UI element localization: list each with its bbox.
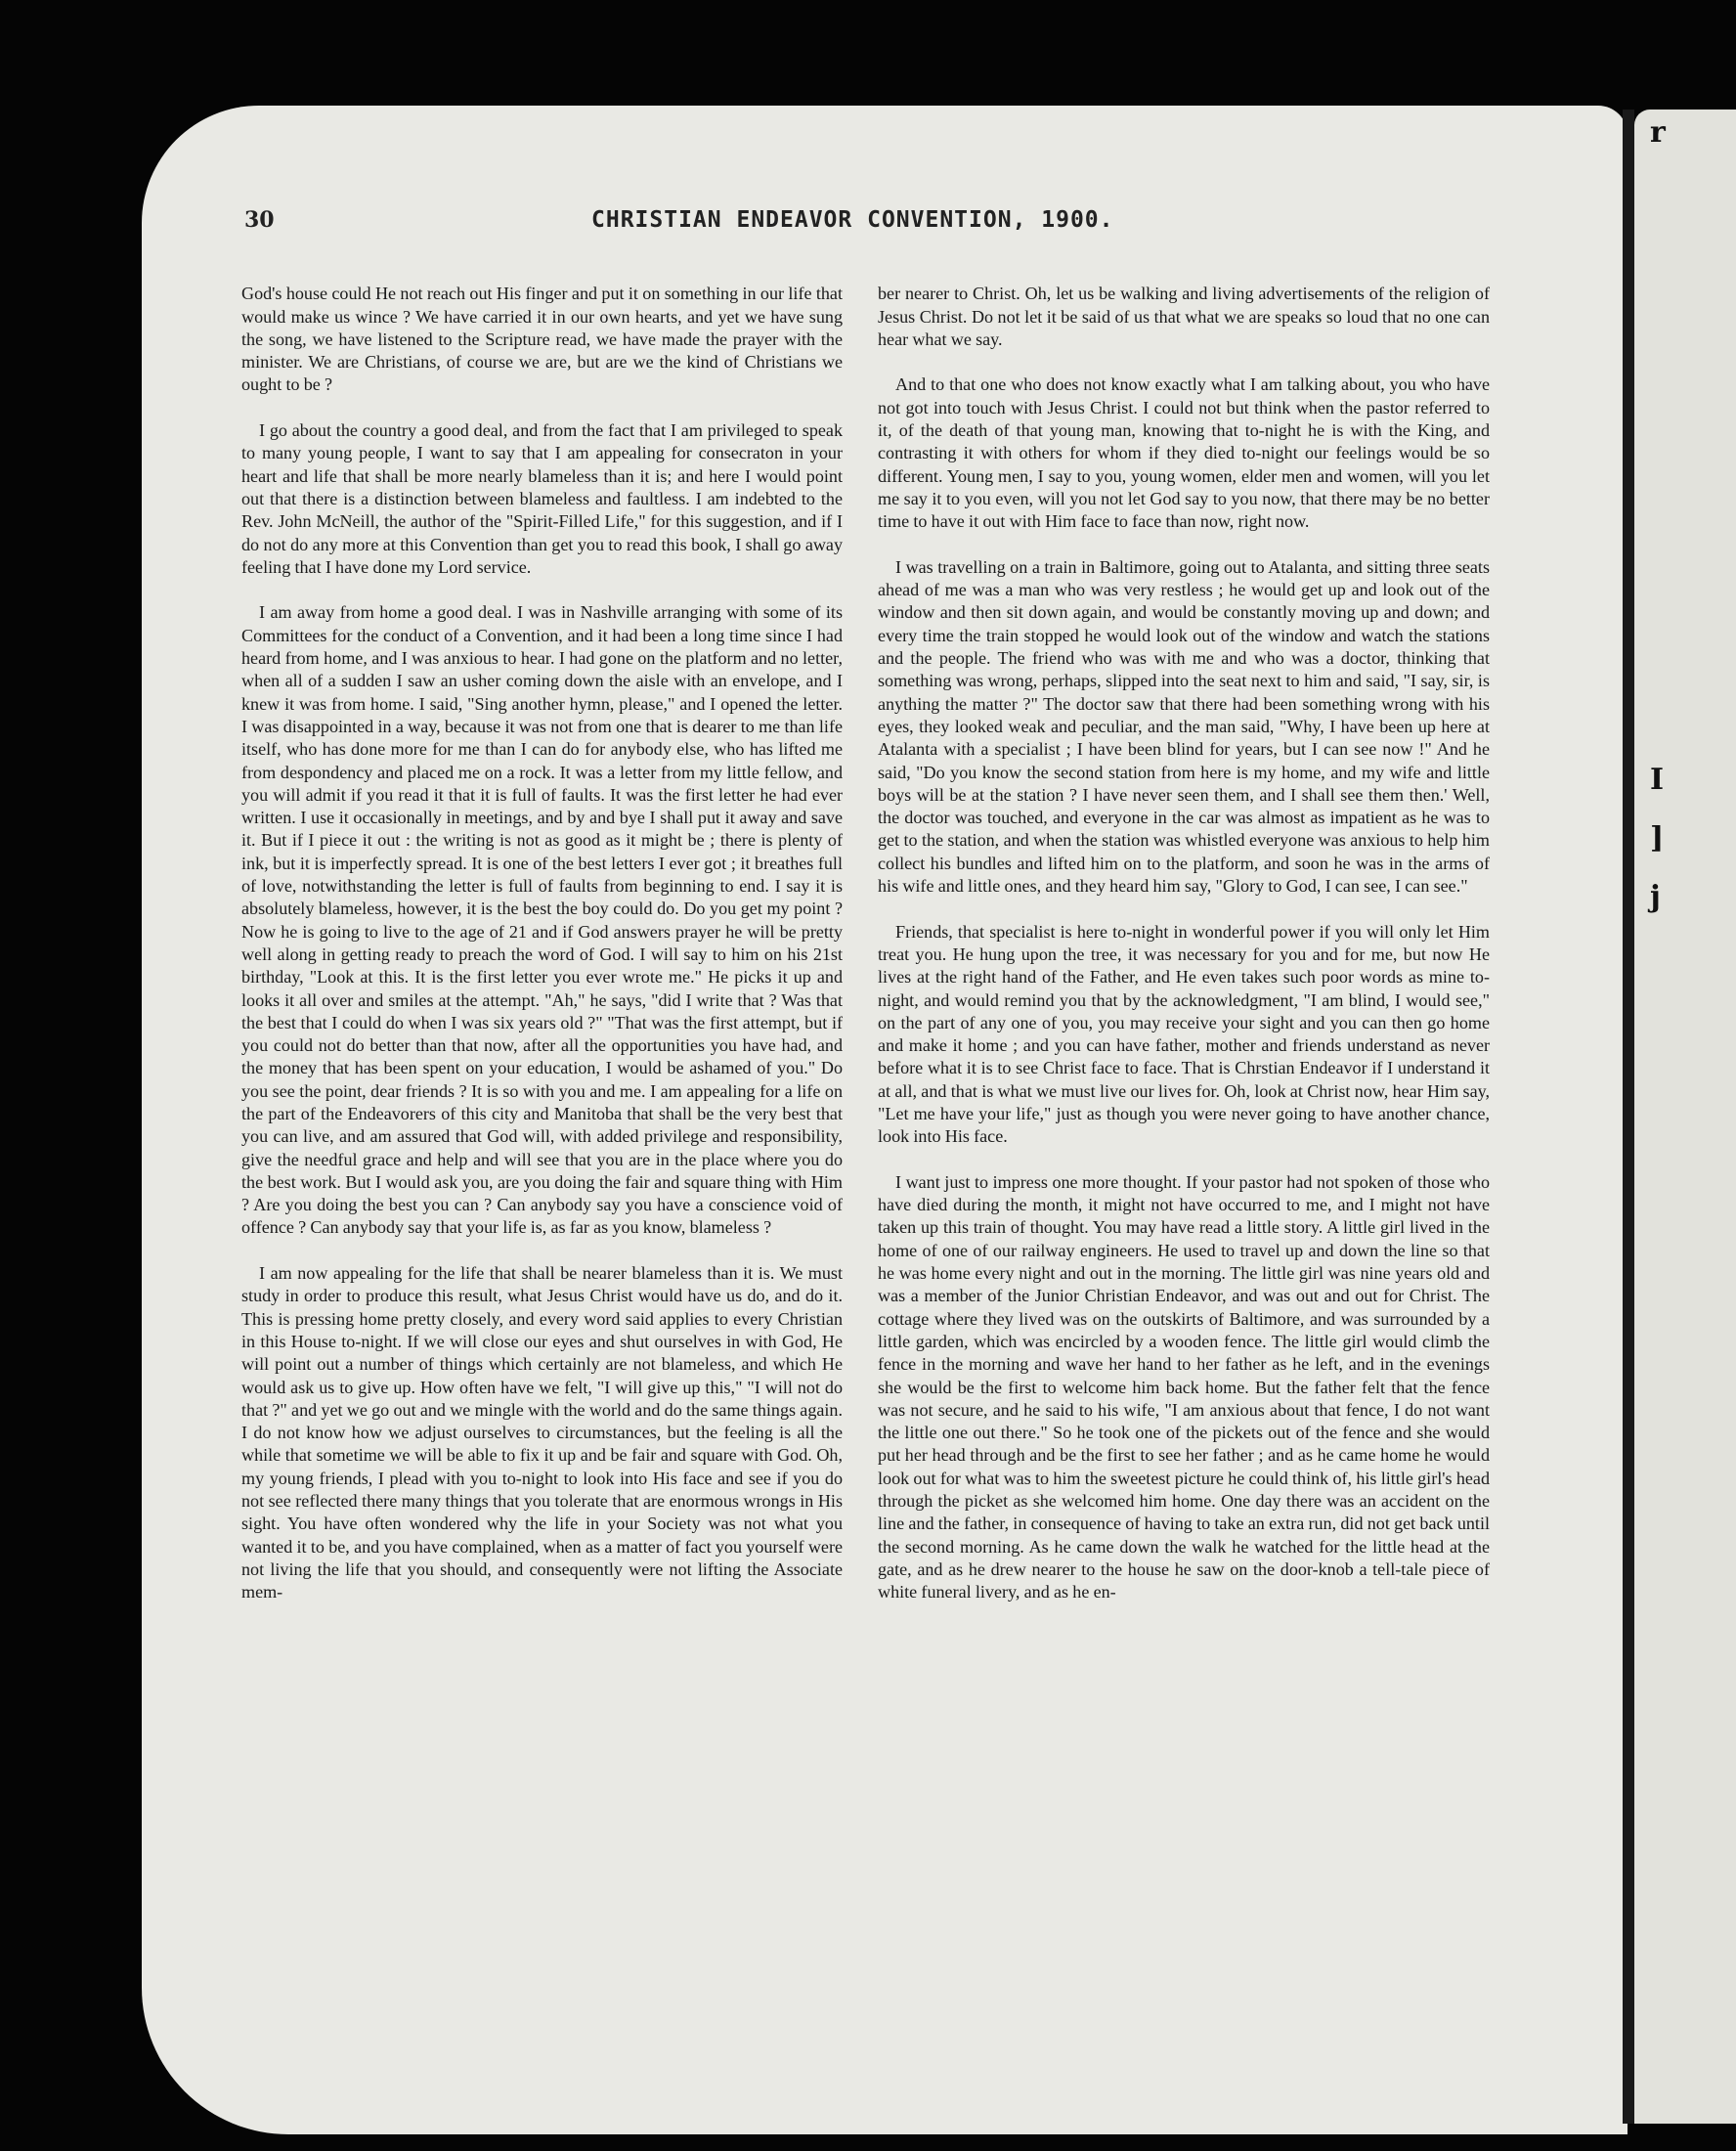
edge-fragment: I <box>1650 763 1665 797</box>
page-number: 30 <box>244 207 275 233</box>
paragraph: I am now appealing for the life that shall be nearer blameless than it is. We must study in order to produce this result, what Jesus Christ would have us do, and do it. This is pressing home pretty closely, and every word said applies to every Christian in this House to-night. If we will close our eyes and shut ourselves in with God, He will point out a number of things which certainly are not blameless, and which He would ask us to give up. How often have we felt, "I will give up this," "I will not do that ?" and yet we go out and we mingle with the world and do the same things again. I do not know how we adjust ourselves to circumstances, but the feeling is all the while that sometime we will be able to fix it up and be fair and square with God. Oh, my young friends, I plead with you to-night to look into His face and see if you do not see reflected there many things that you tolerate that are enormous wrongs in His sight. You have often wondered why the life in your Society was not what you wanted it to be, and you have complained, when as a matter of fact you yourself were not living the life that you should, and consequently were not lifting the Associate mem- <box>241 1263 843 1602</box>
paragraph: I want just to impress one more thought. If your pastor had not spoken of those who have died during the month, it might not have occurred to me, and I might not have taken up this train of thought. You may have read a little story. A little girl lived in the home of one of our railway engineers. He used to travel up and down the line so that he was home every night and out in the morning. The little girl was nine years old and was a member of the Junior Christian Endeavor, and was out and out for Christ. The cottage where they lived was on the outskirts of Baltimore, and was surrounded by a little garden, which was encircled by a wooden fence. The little girl would climb the fence in the morning and wave her hand to her father as he left, and in the evenings she would be the first to welcome him back home. But the father felt that the fence was not secure, and he said to his wife, "I am anxious about that fence, I do not want the little one out there." So he took one of the pickets out of the fence and she would put her head through and be the first to see her father ; and as he came home he would look out for what was to him the sweetest picture he could think of, his little girl's head through the picket as she welcomed him home. One day there was an accident on the line and the father, in consequence of having to take an extra run, did not get back until the second morning. As he came down the walk he watched for the little head at the gate, and as he drew nearer to the house he saw on the door-knob a tell-tale piece of white funeral livery, and as he en- <box>878 1171 1490 1602</box>
edge-fragment: ] <box>1650 821 1665 856</box>
paragraph: ber nearer to Christ. Oh, let us be walking and living advertisements of the religion of Jesus Christ. Do not let it be said of us that what we are speaks so loud that no one can hear what we say. <box>878 284 1490 349</box>
right-column <box>878 260 1490 1627</box>
edge-fragment: j <box>1650 880 1661 914</box>
paragraph: I go about the country a good deal, and from the fact that I am privileged to speak to many young people, I want to say that I am appealing for consecraton in your heart and life that shall be more nearly blameless than it is; and here I would point out that there is a distinction between blameless and faultless. I am indebted to the Rev. John McNeill, the author of the "Spirit-Filled Life," for this suggestion, and if I do not do any more at this Convention than get you to read this book, I shall go away feeling that I have done my Lord service. <box>241 420 843 577</box>
paragraph: I was travelling on a train in Baltimore, going out to Atalanta, and sitting three seats ahead of me was a man who was very restless ; he would get up and look out of the window and then sit down again, and would be constantly moving up and down; and every time the train stopped he would look out of the window and watch the stations and the people. The friend who was with me and who was a doctor, thinking that something was wrong, perhaps, slipped into the seat next to him and said, "I say, sir, is anything the matter ?" The doctor saw that there had been something wrong with his eyes, they looked weak and peculiar, and the man said, "Why, I have been up here at Atalanta with a specialist ; I have been blind for years, but I can see now !" And he said, "Do you know the second station from here is my home, and my wife and little boys will be at the station ? I have never seen them, and I shall see them then.' Well, the doctor was touched, and everyone in the car was almost as impatient as he was to get to the station, and when the station was whistled everyone was anxious to help him collect his bundles and lifted him on to the platform, and soon he was in the arms of his wife and little ones, and they heard him say, "Glory to God, I can see, I can see." <box>878 556 1490 897</box>
page-gutter-shadow <box>1623 110 1634 2124</box>
paragraph: God's house could He not reach out His finger and put it on something in our life that would make us wince ? We have carried it in our own hearts, and yet we have sung the song, we have listened to the Scripture read, we have made the prayer with the minister. We are Christians, of course we are, but are we the kind of Christians we ought to be ? <box>241 284 843 395</box>
left-column <box>241 260 843 1627</box>
paragraph: And to that one who does not know exactly what I am talking about, you who have not got into touch with Jesus Christ. I could not but think when the pastor referred to it, of the death of that young man, knowing that to-night he is with the King, and contrasting it with others for whom if they died to-night our feelings would be so different. Young men, I say to you, young women, elder men and women, will you let me say it to you even, will you not let God say to you now, that there may be no better time to have it out with Him face to face than now, right now. <box>878 374 1490 532</box>
running-title: CHRISTIAN ENDEAVOR CONVENTION, 1900. <box>591 207 1114 233</box>
edge-fragment: r <box>1650 115 1666 150</box>
paragraph: Friends, that specialist is here to-night in wonderful power if you will only let Him treat you. He hung upon the tree, it was necessary for you and for me, but now He lives at the right hand of the Father, and He even takes such poor words as mine to-night, and would remind you that by the acknowledgment, "I am blind, I would see," on the part of any one of you, you may receive your sight and you can then go home and make it home ; and you can have father, mother and friends understand as never before what it is to see Christ face to face. That is Chrstian Endeavor if I understand it at all, and that is what we must live our lives for. Oh, look at Christ now, hear Him say, "Let me have your life," just as though you were never going to have another chance, look into His face. <box>878 921 1490 1147</box>
paragraph: I am away from home a good deal. I was in Nashville arranging with some of its Committees for the conduct of a Convention, and it had been a long time since I had heard from home, and I was anxious to hear. I had gone on the platform and no letter, when all of a sudden I saw an usher coming down the aisle with an envelope, and I knew it was from home. I said, "Sing another hymn, please," and I opened the letter. I was disappointed in a way, because it was not from one that is dearer to me than life itself, who has done more for me than I can do for anybody else, who has lifted me from despondency and placed me on a rock. It was a letter from my little fellow, and you will admit if you read it that it is full of faults. It was the first letter he had ever written. I use it occasionally in meetings, and by and bye I shall put it away and save it. But if I piece it out : the writing is not as good as it might be ; there is plenty of ink, but it is imperfectly spread. It is one of the best letters I ever got ; it breathes full of love, notwithstanding the letter is full of faults from beginning to end. I say it is absolutely blameless, however, it is the best the boy could do. Do you get my point ? Now he is going to live to the age of 21 and if God answers prayer he will be pretty well along in getting ready to preach the word of God. I will say to him on his 21st birthday, "Look at this. It is the first letter you ever wrote me." He picks it up and looks it all over and smiles at the attempt. "Ah," he says, "did I write that ? Was that the best that I could do when I was six years old ?" "That was the first attempt, but if you could not do better than that now, after all the opportunities you have had, and the money that has been spent on your education, I would be ashamed of you." Do you see the point, dear friends ? It is so with you and me. I am appealing for a life on the part of the Endeavorers of this city and Manitoba that shall be the very best that you can live, and am assured that God will, with added privilege and responsibility, give the needful grace and help and will see that you are in the place where you do the best work. But I would ask you, are you doing the fair and square thing with Him ? Are you doing the best you can ? Can anybody say you have a conscience void of offence ? Can anybody say that your life is, as far as you know, blameless ? <box>241 602 843 1238</box>
adjacent-page-edge <box>1634 110 1736 2124</box>
